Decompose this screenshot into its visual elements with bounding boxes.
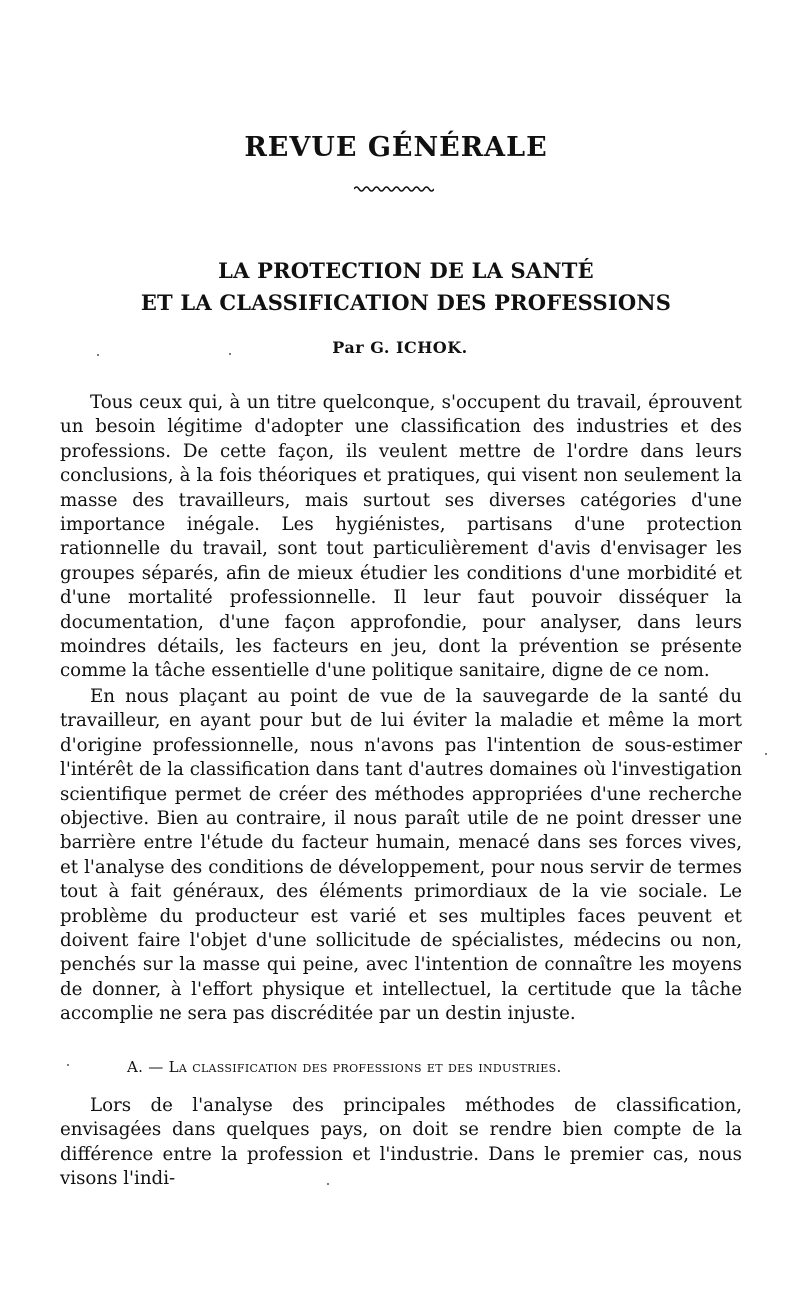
journal-section-title: REVUE GÉNÉRALE	[244, 132, 548, 163]
article-title-line-1: LA PROTECTION DE LA SANTÉ	[218, 258, 594, 283]
paragraph-3	[60, 1094, 742, 1192]
section-heading	[127, 1058, 727, 1076]
scan-speck	[327, 1183, 329, 1185]
scan-speck	[67, 1064, 69, 1066]
section-label: A. —	[127, 1058, 164, 1076]
scan-speck	[765, 753, 767, 755]
scan-speck	[229, 353, 231, 355]
scan-speck	[97, 354, 99, 356]
author-byline: Par G. ICHOK.	[332, 338, 468, 357]
wavy-ornament-divider	[354, 184, 434, 194]
article-title-line-2: ET LA CLASSIFICATION DES PROFESSIONS	[140, 290, 672, 315]
section-title: La classification des professions et des industries.	[168, 1058, 562, 1076]
paragraph-1	[60, 391, 742, 684]
paragraph-2	[60, 685, 742, 1027]
paragraph-text: Tous ceux qui, à un titre quelconque, s'occupent du travail, éprouvent un besoin légitime d'adopter une classification des industries et des professions. De cette façon, ils veulent mettre de l'ordre dans leurs conclusions, à la fois théoriques et pratiques, qui visent non seulement la masse des travailleurs, mais surtout ses diverses catégories d'une importance inégale. Les hygiénistes, partisans d'une protection rationnelle du travail, sont tout particulièrement d'avis d'envisager les groupes séparés, afin de mieux étudier les conditions d'une morbidité et d'une mortalité professionnelle. Il leur faut pouvoir disséquer la documentation, d'une façon approfondie, pour analyser, dans leurs moindres détails, les facteurs en jeu, dont la prévention se présente comme la tâche essentielle d'une politique sanitaire, digne de ce nom.	[60, 392, 742, 682]
paragraph-text: En nous plaçant au point de vue de la sauvegarde de la santé du travailleur, en ayant pour but de lui éviter la maladie et même la mort d'origine professionnelle, nous n'avons pas l'intention de sous-estimer l'intérêt de la classification dans tant d'autres domaines où l'investigation scientifique permet de créer des méthodes appropriées d'une recherche objective. Bien au contraire, il nous paraît utile de ne point dresser une barrière entre l'étude du facteur humain, menacé dans ses forces vives, et l'analyse des conditions de développement, pour nous servir de termes tout à fait généraux, des éléments primordiaux de la vie sociale. Le problème du producteur est varié et ses multiples faces peuvent et doivent faire l'objet d'une sollicitude de spécialistes, médecins ou non, penchés sur la masse qui peine, avec l'intention de connaître les moyens de donner, à l'effort physique et intellectuel, la certitude que la tâche accomplie ne sera pas discréditée par un destin injuste.	[60, 686, 742, 1025]
paragraph-text: Lors de l'analyse des principales méthodes de classification, envisagées dans quelques pays, on doit se rendre bien compte de la différence entre la profession et l'industrie. Dans le premier cas, nous visons l'indi-	[60, 1095, 742, 1190]
